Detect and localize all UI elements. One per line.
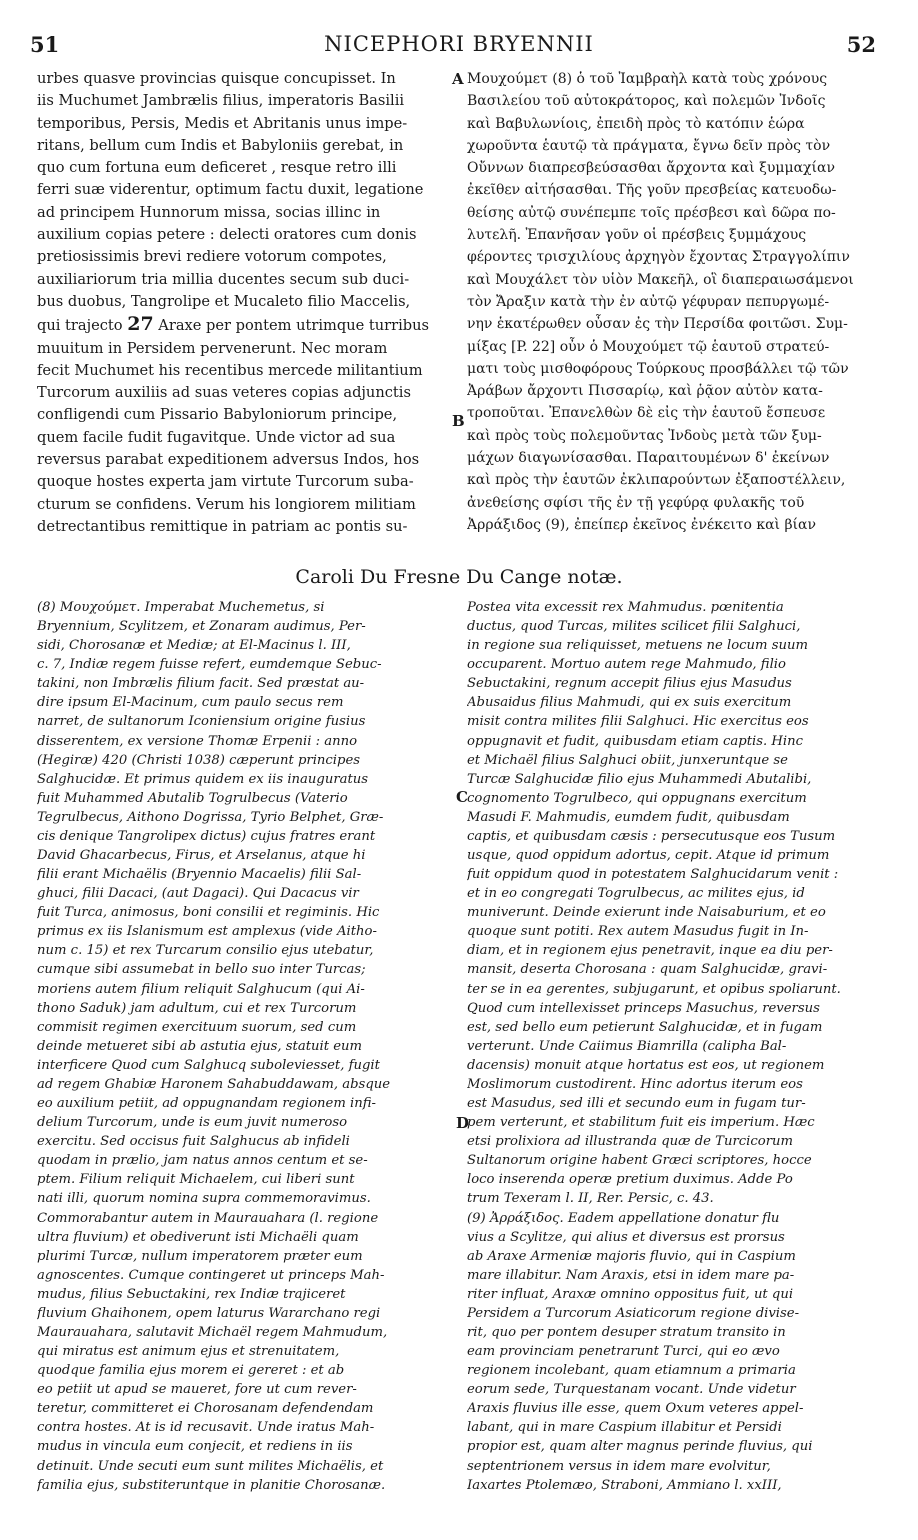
note-text-line: quodque familia ejus morem ei gereret : et ab bbox=[37, 1363, 345, 1379]
note-text-line: ghuci, filii Dacaci, (aut Dagaci). Qui Dacacus vir bbox=[37, 886, 359, 902]
greek-text-line: νην ἑκατέρωθεν οὖσαν ἐς τὴν Περσίδα φοιτῶσι. Συμ- bbox=[467, 316, 848, 333]
note-text-line: Postea vita excessit rex Mahmudus. pœnitentia bbox=[467, 600, 784, 615]
note-text-line: (Hegiræ) 420 (Christi 1038) cæperunt principes bbox=[37, 752, 361, 768]
note-text-line: Commorabantur autem in Maurauahara (l. regione bbox=[37, 1210, 379, 1226]
note-text-line: verterunt. Unde Caiimus Biamrilla (calipha Bal- bbox=[467, 1038, 787, 1054]
latin-text-line: quoque hostes experta jam virtute Turcorum suba- bbox=[37, 473, 414, 491]
greek-text-line: καὶ Μουχάλετ τὸν υἱὸν Μακεῆλ, οἳ διαπεραιωσάμενοι bbox=[467, 271, 854, 288]
greek-text-line: καὶ πρὸς τοὺς πολεμοῦντας Ἰνδοὺς μετὰ τῶν ξυμ- bbox=[467, 427, 822, 444]
note-text-line: etsi prolixiora ad illustranda quæ de Turcicorum bbox=[467, 1134, 794, 1150]
note-text-line: mansit, deserta Chorosana : quam Salghucidæ, gravi- bbox=[467, 962, 828, 978]
note-text-line: takini, non Imbrælis filium facit. Sed præstat au- bbox=[37, 676, 365, 692]
note-text-line: propior est, quam alter magnus perinde fluvius, qui bbox=[467, 1439, 813, 1455]
note-text-line: cumque sibi assumebat in bello suo inter Turcas; bbox=[37, 962, 366, 978]
note-text-line: Bryennium, Scylitzem, et Zonaram audimus, Per- bbox=[37, 619, 366, 635]
latin-text-line: fecit Muchumet his recentibus mercede militantium bbox=[37, 361, 423, 379]
note-text-line: et Michaël filius Salghuci obiit, junxeruntque se bbox=[467, 752, 788, 768]
notes-column-left bbox=[37, 598, 455, 1495]
note-text-line: usque, quod oppidum adortus, cepit. Atque id primum bbox=[467, 848, 830, 864]
note-text-line: ptem. Filium reliquit Michaelem, cui liberi sunt bbox=[37, 1172, 355, 1188]
note-text-line: thono Saduk) jam adultum, cui et rex Turcorum bbox=[37, 1000, 357, 1016]
page-number-right: 52 bbox=[846, 32, 876, 57]
note-text-line: plurimi Turcæ, nullum imperatorem præter eum bbox=[37, 1248, 363, 1264]
note-text-line: agnoscentes. Cumque contingeret ut princeps Mah- bbox=[37, 1267, 385, 1283]
greek-text-line: καὶ πρὸς τὴν ἑαυτῶν ἐκλιπαρούντων ἐξαποστέλλειν, bbox=[467, 472, 846, 489]
latin-text-line: auxiliariorum tria millia ducentes secum sub duci- bbox=[37, 270, 410, 288]
note-text-line: dire ipsum El-Macinum, cum paulo secus rem bbox=[37, 695, 344, 711]
note-text-line: quoque sunt potiti. Rex autem Masudus fugit in In- bbox=[467, 924, 809, 940]
note-text-line: David Ghacarbecus, Firus, et Arselanus, atque hi bbox=[37, 848, 366, 864]
note-text-line: in regione sua reliquisset, metuens ne locum suum bbox=[467, 638, 808, 654]
margin-marker-a: A bbox=[452, 70, 464, 88]
note-text-line: loco inserenda operæ pretium duximus. Adde Po bbox=[467, 1172, 793, 1188]
greek-text-line: Ἀράβων ἄρχοντι Πισσαρίῳ, καὶ ῥᾷον αὐτὸν κατα- bbox=[467, 383, 823, 400]
note-text-line: ductus, quod Turcas, milites scilicet filii Salghuci, bbox=[467, 619, 801, 635]
greek-text-line: χωροῦντα ἑαυτῷ τὰ πράγματα, ἔγνω δεῖν πρὸς τὸν bbox=[467, 137, 831, 154]
page-number-left: 51 bbox=[30, 32, 60, 57]
edition-page-reference: 27 bbox=[127, 313, 154, 336]
note-text-line: Quod cum intellexisset princeps Masuchus, reversus bbox=[467, 1000, 820, 1016]
greek-text-line: μίξας [P. 22] οὖν ὁ Μουχούμετ τῷ ἑαυτοῦ στρατεύ- bbox=[467, 338, 830, 355]
note-text-line: detinuit. Unde secuti eum sunt milites Michaëlis, et bbox=[37, 1458, 384, 1474]
margin-marker-b: B bbox=[452, 412, 465, 430]
latin-text-line: urbes quasve provincias quisque concupisset. In bbox=[37, 70, 396, 87]
note-text-line: diam, et in regionem ejus penetravit, inque ea diu per- bbox=[467, 943, 833, 959]
note-text-line: pem verterunt, et stabilitum fuit eis imperium. Hæc bbox=[467, 1115, 815, 1131]
note-text-line: trum Texeram l. II, Rer. Persic, c. 43. bbox=[467, 1191, 714, 1207]
greek-text-line: Βασιλείου τοῦ αὐτοκράτορος, καὶ πολεμῶν Ἰνδοῖς bbox=[467, 93, 826, 110]
latin-text-line: cturum se confidens. Verum his longiorem militiam bbox=[37, 495, 416, 513]
latin-text-line: Turcorum auxiliis ad suas veteres copias adjunctis bbox=[37, 384, 411, 402]
note-text-line: septentrionem versus in idem mare evolvitur, bbox=[467, 1458, 771, 1474]
greek-text-line: θείσης αὐτῷ συνέπεμπε τοῖς πρέσβεσι καὶ δῶρα πο- bbox=[467, 204, 836, 221]
greek-text-column bbox=[467, 68, 883, 536]
greek-text-line: Ἀρράξιδος (9), ἐπείπερ ἐκεῖνος ἐνέκειτο καὶ βίαν bbox=[467, 516, 817, 533]
note-text-line: eam provinciam penetrarunt Turci, qui eo ævo bbox=[467, 1344, 780, 1360]
running-head-title: NICEPHORI BRYENNII bbox=[324, 32, 594, 56]
note-text-line: eo auxilium petiit, ad oppugnandam regionem infi- bbox=[37, 1096, 377, 1112]
note-text-line: mudus in vincula eum conjecit, et rediens in iis bbox=[37, 1439, 353, 1455]
note-text-line: cognomento Togrulbeco, qui oppugnans exercitum bbox=[467, 790, 807, 806]
note-text-line: captis, et quibusdam cæsis : persecutusque eos Tusum bbox=[467, 828, 836, 844]
greek-text-line: καὶ Βαβυλωνίοις, ἐπειδὴ πρὸς τὸ κατόπιν ἑώρα bbox=[467, 115, 805, 132]
margin-marker-d: D bbox=[456, 1114, 470, 1132]
note-text-line: Masudi F. Mahmudis, eumdem fudit, quibusdam bbox=[467, 809, 790, 825]
latin-text-line: pretiosissimis brevi rediere votorum compotes, bbox=[37, 248, 387, 266]
note-text-line: ultra fluvium) et obediverunt isti Michaëli quam bbox=[37, 1229, 359, 1245]
latin-text-line: detrectantibus remittique in patriam ac pontis su- bbox=[37, 517, 408, 535]
note-text-line: Sebuctakini, regnum accepit filius ejus Masudus bbox=[467, 676, 792, 692]
note-text-line: teretur, committeret ei Chorosanam defendendam bbox=[37, 1401, 374, 1417]
note-text-line: (8) Μουχούμετ. Imperabat Muchemetus, si bbox=[37, 600, 325, 615]
greek-text-line: μάχων διαγωνίσασθαι. Παραιτουμένων δ' ἐκείνων bbox=[467, 450, 830, 467]
note-text-line: riter influat, Araxæ omnino oppositus fuit, ut qui bbox=[467, 1286, 794, 1302]
note-text-line: eo petiit ut apud se maueret, fore ut cum rever- bbox=[37, 1382, 357, 1398]
note-text-line: mudus, filius Sebuctakini, rex Indiæ trajiceret bbox=[37, 1286, 346, 1302]
latin-text-column bbox=[37, 68, 453, 538]
notes-heading: Caroli Du Fresne Du Cange notæ. bbox=[295, 566, 623, 588]
note-text-line: cis denique Tangrolipex dictus) cujus fratres erant bbox=[37, 828, 376, 844]
note-text-line: sidi, Chorosanæ et Mediæ; at El-Macinus l. III, bbox=[37, 638, 351, 654]
note-text-line: occuparent. Mortuo autem rege Mahmudo, filio bbox=[467, 657, 786, 673]
latin-text-line: auxilium copias petere : delecti oratores cum donis bbox=[37, 226, 417, 244]
note-text-line: Maurauahara, salutavit Michaël regem Mahmudum, bbox=[37, 1324, 388, 1340]
note-text-line: est, sed bello eum petierunt Salghucidæ, et in fugam bbox=[467, 1019, 823, 1035]
greek-text-line: φέροντες τρισχιλίους ἀρχηγὸν ἔχοντας Στραγγολίπιν bbox=[467, 249, 850, 266]
note-text-line: eorum sede, Turquestanam vocant. Unde videtur bbox=[467, 1382, 796, 1398]
note-text-line: misit contra milites filii Salghuci. Hic exercitus eos bbox=[467, 714, 809, 730]
note-text-line: dacensis) monuit atque hortatus est eos, ut regionem bbox=[467, 1057, 825, 1073]
latin-text-fragment: qui trajecto bbox=[37, 317, 128, 335]
latin-text-fragment: Araxe per pontem utrimque turribus bbox=[153, 317, 430, 335]
latin-text-line: ad principem Hunnorum missa, socias illinc in bbox=[37, 203, 381, 221]
note-text-line: nati illi, quorum nomina supra commemoravimus. bbox=[37, 1191, 371, 1207]
greek-text-line: ἀνεθείσης σφίσι τῆς ἐν τῇ γεφύρᾳ φυλακῆς τοῦ bbox=[467, 494, 805, 511]
note-text-line: et in eo congregati Togrulbecus, ac milites ejus, id bbox=[467, 886, 805, 902]
note-text-line: fluvium Ghaihonem, opem laturus Wararchano regi bbox=[37, 1305, 381, 1321]
greek-text-line: ἐκεῖθεν αἰτήσασθαι. Τῆς γοῦν πρεσβείας κατευοδω- bbox=[467, 182, 837, 199]
margin-marker-c: C bbox=[456, 788, 468, 806]
note-text-line: commisit regimen exercituum suorum, sed cum bbox=[37, 1019, 357, 1035]
note-text-line: narret, de sultanorum Iconiensium origine fusius bbox=[37, 714, 366, 730]
note-text-line: quodam in prælio, jam natus annos centum et se- bbox=[37, 1153, 368, 1169]
note-text-line: Abusaidus filius Mahmudi, qui ex suis exercitum bbox=[467, 695, 792, 711]
note-text-line: moriens autem filium reliquit Salghucum (qui Ai- bbox=[37, 981, 365, 997]
note-text-line: Persidem a Turcorum Asiaticorum regione divise- bbox=[467, 1305, 800, 1321]
note-text-line: est Masudus, sed illi et secundo eum in fugam tur- bbox=[467, 1096, 806, 1112]
note-text-line: oppugnavit et fudit, quibusdam etiam captis. Hinc bbox=[467, 733, 803, 749]
note-text-line: contra hostes. At is id recusavit. Unde iratus Mah- bbox=[37, 1420, 375, 1436]
latin-text-line: ritans, bellum cum Indis et Babyloniis gerebat, in bbox=[37, 136, 404, 154]
note-text-line: interficere Quod cum Salghucq suboleviesset, fugit bbox=[37, 1057, 380, 1073]
latin-text-line: reversus parabat expeditionem adversus Indos, hos bbox=[37, 451, 420, 469]
latin-text-line: iis Muchumet Jambrælis filius, imperatoris Basilii bbox=[37, 92, 405, 110]
note-text-line: familia ejus, substiteruntque in planitie Chorosanæ. bbox=[37, 1477, 386, 1493]
note-text-line: ter se in ea gerentes, subjugarunt, et opibus spoliarunt. bbox=[467, 981, 841, 997]
note-text-line: regionem incolebant, quam etiamnum a primaria bbox=[467, 1363, 796, 1379]
latin-text-line: ferri suæ viderentur, optimum factu duxit, legatione bbox=[37, 181, 424, 199]
note-text-line: num c. 15) et rex Turcarum consilio ejus utebatur, bbox=[37, 943, 374, 959]
note-text-line: filii erant Michaëlis (Bryennio Macaelis) filii Sal- bbox=[37, 867, 362, 883]
note-text-line: ad regem Ghabiæ Haronem Sahabuddawam, absque bbox=[37, 1076, 391, 1092]
note-text-line: exercitu. Sed occisus fuit Salghucus ab infideli bbox=[37, 1134, 350, 1150]
note-text-line: fuit Turca, animosus, boni consilii et regiminis. Hic bbox=[37, 905, 380, 921]
latin-text-line: temporibus, Persis, Medis et Abritanis unus impe- bbox=[37, 114, 408, 132]
note-text-line: deinde metueret sibi ab astutia ejus, statuit eum bbox=[37, 1038, 362, 1054]
note-text-line: Araxis fluvius ille esse, quem Oxum veteres appel- bbox=[467, 1401, 804, 1417]
note-text-line: qui miratus est animum ejus et strenuitatem, bbox=[37, 1344, 340, 1360]
latin-text-line: quo cum fortuna eum deficeret , resque retro illi bbox=[37, 159, 397, 177]
note-text-line: muniverunt. Deinde exierunt inde Naisaburium, et eo bbox=[467, 905, 826, 921]
note-text-line: Salghucidæ. Et primus quidem ex iis inauguratus bbox=[37, 771, 369, 787]
note-text-line: fuit oppidum quod in potestatem Salghucidarum venit : bbox=[467, 867, 839, 883]
notes-column-right bbox=[467, 598, 883, 1495]
note-text-line: labant, qui in mare Caspium illabitur et Persidi bbox=[467, 1420, 782, 1436]
greek-text-line: ματι τοὺς μισθοφόρους Τούρκους προσβάλλει τῷ τῶν bbox=[467, 360, 849, 377]
latin-text-line: muuitum in Persidem pervenerunt. Nec moram bbox=[37, 339, 388, 357]
note-text-line: Turcæ Salghucidæ filio ejus Muhammedi Abutalibi, bbox=[467, 771, 812, 787]
note-text-line: fuit Muhammed Abutalib Togrulbecus (Vaterio bbox=[37, 790, 348, 806]
note-text-line: primus ex iis Islanismum est amplexus (vide Aitho- bbox=[37, 924, 377, 940]
greek-text-line: Μουχούμετ (8) ὁ τοῦ Ἰαμβραὴλ κατὰ τοὺς χρόνους bbox=[467, 71, 828, 87]
note-text-line: vius a Scylitze, qui alius et diversus est prorsus bbox=[467, 1229, 785, 1245]
greek-text-line: λυτελῆ. Ἐπανῆσαν γοῦν οἱ πρέσβεις ξυμμάχους bbox=[467, 227, 807, 244]
note-text-line: Sultanorum origine habent Græci scriptores, hocce bbox=[467, 1153, 812, 1169]
greek-text-line: τὸν Ἄραξιν κατὰ τὴν ἐν αὐτῷ γέφυραν πεπυργωμέ- bbox=[467, 293, 830, 310]
greek-text-line: τροποῦται. Ἐπανελθὼν δὲ εἰς τὴν ἑαυτοῦ ἔσπευσε bbox=[467, 405, 826, 422]
latin-text-line: bus duobus, Tangrolipe et Mucaleto filio Maccelis, bbox=[37, 292, 411, 310]
note-text-line: disserentem, ex versione Thomæ Erpenii : anno bbox=[37, 733, 358, 749]
note-text-line: mare illabitur. Nam Araxis, etsi in idem mare pa- bbox=[467, 1267, 795, 1283]
note-text-line: (9) Ἀρράξιδος. Eadem appellatione donatur flu bbox=[467, 1210, 780, 1226]
note-text-line: Tegrulbecus, Aithono Dogrissa, Tyrio Belphet, Græ- bbox=[37, 809, 384, 825]
latin-text-line: confligendi cum Pissario Babyloniorum principe, bbox=[37, 406, 398, 424]
greek-text-line: Οὔννων διαπρεσβεύσασθαι ἄρχοντα καὶ ξυμμαχίαν bbox=[467, 160, 835, 177]
note-text-line: ab Araxe Armeniæ majoris fluvio, qui in Caspium bbox=[467, 1248, 796, 1264]
note-text-line: delium Turcorum, unde is eum juvit numeroso bbox=[37, 1115, 348, 1131]
note-text-line: c. 7, Indiæ regem fuisse refert, eumdemque Sebuc- bbox=[37, 657, 382, 673]
note-text-line: Iaxartes Ptolemæo, Straboni, Ammiano l. xxIII, bbox=[467, 1477, 782, 1493]
latin-text-line: quem facile fudit fugavitque. Unde victor ad sua bbox=[37, 428, 396, 446]
note-text-line: rit, quo per pontem desuper stratum transito in bbox=[467, 1324, 786, 1340]
note-text-line: Moslimorum custodirent. Hinc adortus iterum eos bbox=[467, 1076, 803, 1092]
latin-text-line-with-page-ref bbox=[37, 313, 453, 337]
